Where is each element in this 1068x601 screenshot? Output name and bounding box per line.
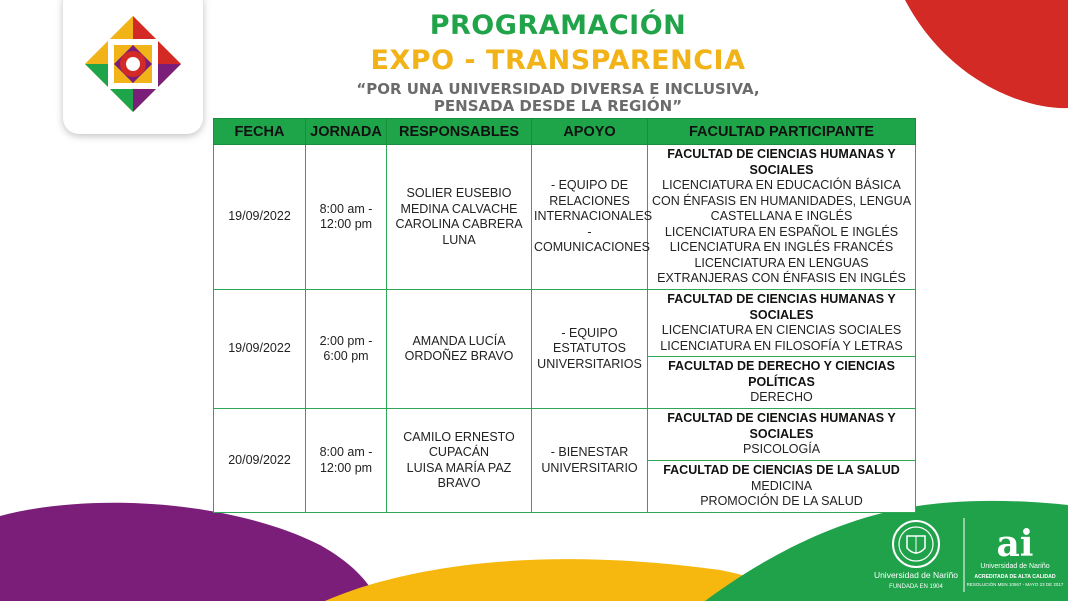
fecha-cell: 19/09/2022 — [214, 145, 306, 290]
column-header-fecha: FECHA — [214, 119, 306, 145]
udenar-seal-icon — [893, 521, 939, 567]
footer-logos — [868, 510, 1068, 601]
facultad-cell — [648, 145, 916, 290]
jornada-line: 12:00 pm — [319, 217, 373, 231]
program-item: LICENCIATURA EN ESPAÑOL E INGLÉS — [664, 224, 899, 239]
jornada-cell — [306, 145, 387, 290]
facultad-cell — [648, 290, 916, 357]
schedule-table — [213, 118, 916, 513]
udenar-founded: FUNDADA EN 1904 — [889, 584, 943, 590]
ai-university: Universidad de Nariño — [980, 563, 1050, 570]
jornada-line: 8:00 am - — [319, 445, 373, 459]
program-item: LICENCIATURA EN CIENCIAS SOCIALES — [661, 323, 902, 337]
facultad-name: FACULTAD DE CIENCIAS HUMANAS Y SOCIALES — [667, 147, 896, 177]
responsables-cell — [387, 409, 532, 513]
table-row — [214, 290, 916, 357]
program-item: LICENCIATURA EN FILOSOFÍA Y LETRAS — [660, 338, 903, 353]
facultad-cell — [648, 409, 916, 461]
fecha-cell: 20/09/2022 — [214, 409, 306, 513]
jornada-cell — [306, 409, 387, 513]
responsables-cell — [387, 290, 532, 409]
apoyo-line: UNIVERSITARIOS — [537, 356, 642, 371]
jornada-cell — [306, 290, 387, 409]
program-item: LICENCIATURA EN INGLÉS FRANCÉS — [669, 240, 894, 255]
ai-accreditation-line2: RESOLUCIÓN MEN 10567 - MAYO 23 DE 2017 — [966, 582, 1064, 587]
program-item: PSICOLOGÍA — [742, 442, 821, 457]
ai-accreditation-line1: ACREDITADA DE ALTA CALIDAD — [974, 574, 1056, 580]
apoyo-cell — [532, 409, 648, 513]
facultad-name: FACULTAD DE CIENCIAS HUMANAS Y SOCIALES — [667, 411, 896, 441]
ai-mark: ai — [996, 523, 1034, 565]
event-subtitle — [340, 81, 776, 115]
apoyo-line: INTERNACIONALES — [534, 209, 653, 224]
facultad-name: FACULTAD DE CIENCIAS DE LA SALUD — [663, 463, 900, 478]
apoyo-line: - — [587, 224, 592, 239]
table-header-row — [214, 119, 916, 145]
table-row — [214, 145, 916, 290]
expo-logo-icon — [83, 14, 183, 114]
table-row — [214, 409, 916, 461]
column-header-responsables: RESPONSABLES — [387, 119, 532, 145]
column-header-apoyo: APOYO — [532, 119, 648, 145]
apoyo-cell — [532, 290, 648, 409]
responsable-line: MEDINA CALVACHE — [400, 201, 518, 216]
column-header-facultad: FACULTAD PARTICIPANTE — [648, 119, 916, 145]
column-header-jornada: JORNADA — [306, 119, 387, 145]
apoyo-line: - EQUIPO — [561, 325, 618, 340]
responsable-line: CAROLINA CABRERA — [395, 217, 523, 231]
facultad-name: FACULTAD DE DERECHO Y CIENCIAS POLÍTICAS — [668, 359, 895, 389]
red-corner-shape — [905, 0, 1068, 108]
responsable-line: LUISA MARÍA PAZ BRAVO — [406, 460, 512, 490]
fecha-cell: 19/09/2022 — [214, 290, 306, 409]
apoyo-line: - BIENESTAR — [550, 445, 629, 459]
apoyo-cell — [532, 145, 653, 290]
responsable-line: CAMILO ERNESTO — [403, 429, 515, 444]
responsable-line: LUNA — [442, 232, 476, 247]
program-item: PROMOCIÓN DE LA SALUD — [700, 494, 863, 509]
facultad-cell — [648, 357, 916, 409]
logo-card — [63, 0, 203, 134]
event-title: EXPO - TRANSPARENCIA — [370, 45, 746, 76]
apoyo-line: ESTATUTOS — [553, 341, 626, 356]
jornada-line: 12:00 pm — [319, 460, 373, 475]
facultad-name: FACULTAD DE CIENCIAS HUMANAS Y SOCIALES — [667, 292, 896, 322]
purple-wave-shape — [0, 503, 378, 601]
program-item: MEDICINA — [750, 478, 813, 493]
program-item: LICENCIATURA EN EDUCACIÓN BÁSICA CON ÉNFASIS EN HUMANIDADES, LENGUA CASTELLANA E INGLÉS — [651, 178, 912, 224]
responsables-cell — [387, 145, 532, 290]
apoyo-line: - EQUIPO DE — [550, 178, 629, 193]
facultad-cell — [648, 461, 916, 513]
responsable-line: ORDOÑEZ BRAVO — [404, 349, 514, 363]
program-item: DERECHO — [750, 390, 813, 405]
responsable-line: SOLIER EUSEBIO — [406, 186, 512, 200]
responsable-line: AMANDA LUCÍA — [412, 333, 506, 348]
jornada-line: 2:00 pm - — [319, 333, 373, 348]
subtitle-line: “POR UNA UNIVERSIDAD DIVERSA E INCLUSIVA, — [356, 80, 760, 98]
responsable-line: CUPACÁN — [428, 445, 490, 459]
udenar-name: Universidad de Nariño — [873, 570, 959, 580]
page-title: PROGRAMACIÓN — [429, 10, 687, 41]
apoyo-line: UNIVERSITARIO — [541, 460, 638, 475]
jornada-line: 6:00 pm — [323, 349, 369, 363]
program-item: LICENCIATURA EN LENGUAS EXTRANJERAS CON ÉNFASIS EN INGLÉS — [657, 255, 906, 286]
apoyo-line: RELACIONES — [549, 193, 630, 208]
apoyo-line: COMUNICACIONES — [534, 240, 650, 255]
subtitle-line: PENSADA DESDE LA REGIÓN” — [433, 97, 683, 115]
jornada-line: 8:00 am - — [319, 201, 373, 216]
